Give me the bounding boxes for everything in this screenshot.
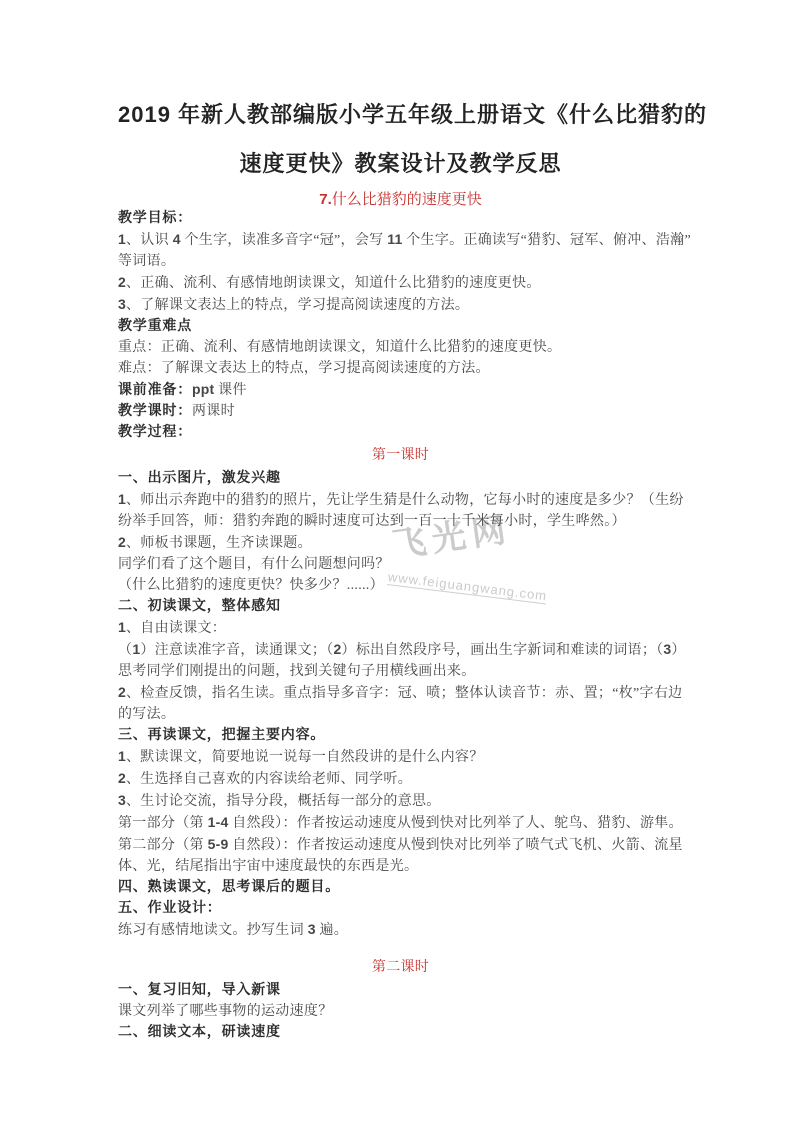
text-segment: 、检查反馈，指名生读。重点指导多音字：冠、喷；整体认读音节：赤、置；“枚”字右边 xyxy=(126,686,683,701)
text-segment: ）注意读准字音，读通课文；（ xyxy=(140,643,334,658)
text-line xyxy=(118,856,683,877)
text-segment: 自然段）：作者按运动速度从慢到快对比列举了人、鸵鸟、猎豹、游隼。 xyxy=(228,816,683,831)
text-segment: 、生讨论交流，指导分段，概括每一部分的意思。 xyxy=(126,794,441,809)
blank-line xyxy=(118,941,683,955)
text-line xyxy=(118,919,683,941)
text-segment: 课件 xyxy=(214,383,247,398)
text-segment: 纷举手回答，师：猎豹奔跑的瞬时速度可达到一百一十千米每小时，学生哗然。） xyxy=(118,514,626,529)
text-segment: 四、熟读课文，思考课后的题目。 xyxy=(118,880,340,895)
text-segment: 、正确、流利、有感情地朗读课文，知道什么比猎豹的速度更快。 xyxy=(126,276,541,291)
text-line xyxy=(118,746,683,768)
text-line xyxy=(118,682,683,704)
title-line-1: 2019 年新人教部编版小学五年级上册语文《什么比猎豹的 xyxy=(118,102,708,127)
text-segment: 同学们看了这个题目，有什么问题想问吗？ xyxy=(118,557,390,572)
text-segment: 3 xyxy=(663,641,672,657)
text-segment: 2 xyxy=(118,274,126,290)
text-segment: ） xyxy=(671,643,686,658)
text-segment: 1-4 xyxy=(207,814,229,830)
text-segment: 课前准备： xyxy=(118,383,192,398)
text-segment: （什么比猎豹的速度更快？快多少？......） xyxy=(118,578,384,593)
document-body xyxy=(118,208,691,1043)
text-segment: 、了解课文表达上的特点，学习提高阅读速度的方法。 xyxy=(126,298,470,313)
watermark-logo: 飞光网 xyxy=(389,510,514,565)
text-line xyxy=(118,251,683,272)
section-heading xyxy=(118,1022,683,1043)
text-segment: 第一部分（第 xyxy=(118,816,208,831)
text-line xyxy=(118,401,683,422)
text-segment: 5-9 xyxy=(207,836,229,852)
text-segment: 3 xyxy=(307,921,316,937)
text-segment: 一、出示图片，激发兴趣 xyxy=(118,471,281,486)
text-line xyxy=(118,511,683,532)
section-heading xyxy=(118,468,683,489)
text-segment: 教学目标： xyxy=(118,211,192,226)
text-segment: 3 xyxy=(118,792,126,808)
text-line xyxy=(118,532,683,554)
text-segment: 1 xyxy=(118,491,126,507)
text-segment: 、自由读课文： xyxy=(126,621,227,636)
text-line xyxy=(118,272,683,294)
text-segment: 、师板书课题，生齐读课题。 xyxy=(126,536,312,551)
text-segment: 二、初读课文，整体感知 xyxy=(118,599,281,614)
text-line xyxy=(118,704,683,725)
text-segment: 1 xyxy=(118,748,126,764)
text-segment: 教学过程： xyxy=(118,425,192,440)
text-segment: 自然段）：作者按运动速度从慢到快对比列举了喷气式飞机、火箭、流星 xyxy=(228,838,683,853)
text-segment: 1 xyxy=(118,619,126,635)
text-line xyxy=(118,768,683,790)
chapter-heading xyxy=(118,445,683,466)
section-heading xyxy=(118,877,683,898)
text-segment: 的写法。 xyxy=(118,707,176,722)
text-segment: 1 xyxy=(132,641,141,657)
text-segment: 体、光，结尾指出宇宙中速度最快的东西是光。 xyxy=(118,859,419,874)
text-segment: 等词语。 xyxy=(118,254,176,269)
section-heading xyxy=(118,596,683,617)
text-segment: 一、复习旧知，导入新课 xyxy=(118,983,281,998)
text-segment: 三、再读课文，把握主要内容。 xyxy=(118,728,326,743)
section-heading xyxy=(118,980,683,1001)
text-segment: 2 xyxy=(118,534,126,550)
text-segment: 2 xyxy=(118,770,126,786)
text-segment: 1 xyxy=(118,231,126,247)
text-segment: 、默读课文，简要地说一说每一自然段讲的是什么内容？ xyxy=(126,750,484,765)
text-segment: 4 xyxy=(172,231,181,247)
text-segment: 难点：了解课文表达上的特点，学习提高阅读速度的方法。 xyxy=(118,361,490,376)
text-segment: 教学重难点 xyxy=(118,319,192,334)
text-line xyxy=(118,639,686,661)
text-line xyxy=(118,812,683,834)
text-line xyxy=(118,489,683,511)
text-line xyxy=(118,294,683,316)
text-segment: 思考同学们刚提出的问题，找到关键句子用横线画出来。 xyxy=(118,664,476,679)
text-line xyxy=(118,834,683,856)
text-segment: 2 xyxy=(333,641,342,657)
text-line xyxy=(118,575,683,596)
section-heading xyxy=(118,208,683,229)
text-line xyxy=(118,1001,683,1022)
section-heading xyxy=(118,316,683,337)
title-line-2: 速度更快》教案设计及教学反思 xyxy=(239,151,562,176)
text-line xyxy=(118,661,683,682)
text-segment: 教学课时： xyxy=(118,404,192,419)
text-segment: ppt xyxy=(192,381,215,397)
text-segment: 11 xyxy=(387,231,403,247)
text-line xyxy=(118,379,683,401)
text-segment: 遍。 xyxy=(315,923,349,938)
text-segment: 练习有感情地读文。抄写生词 xyxy=(118,923,308,938)
text-segment: （ xyxy=(118,643,133,658)
text-segment: 3 xyxy=(118,296,126,312)
text-segment: 个生字。正确读写“猎豹、冠军、俯冲、浩瀚” xyxy=(402,233,691,248)
document-title xyxy=(118,90,708,188)
text-line xyxy=(118,554,683,575)
text-segment: 个生字，读准多音字“冠”，会写 xyxy=(180,233,388,248)
text-segment: 重点：正确、流利、有感情地朗读课文，知道什么比猎豹的速度更快。 xyxy=(118,340,562,355)
text-line xyxy=(118,617,683,639)
text-segment: 、认识 xyxy=(126,233,173,248)
text-segment: 五、作业设计： xyxy=(118,901,222,916)
text-line xyxy=(118,358,683,379)
text-segment: 两课时 xyxy=(192,404,235,419)
text-segment: 二、细读文本，研读速度 xyxy=(118,1025,281,1040)
section-heading xyxy=(118,422,683,443)
chapter-heading xyxy=(118,957,683,978)
lesson-subtitle xyxy=(118,190,683,210)
text-line xyxy=(118,337,683,358)
text-segment: ）标出自然段序号，画出生字新词和难读的词语；（ xyxy=(341,643,664,658)
section-heading xyxy=(118,725,683,746)
text-segment: 2 xyxy=(118,684,126,700)
text-segment: 、生选择自己喜欢的内容读给老师、同学听。 xyxy=(126,772,412,787)
text-line xyxy=(118,790,683,812)
section-heading xyxy=(118,898,683,919)
lesson-name: 什么比猎豹的速度更快 xyxy=(331,192,482,208)
text-segment: 第二部分（第 xyxy=(118,838,208,853)
text-segment: 课文列举了哪些事物的运动速度？ xyxy=(118,1004,333,1019)
text-line xyxy=(118,229,691,251)
watermark-url: www.feiguangwang.com xyxy=(387,569,548,604)
text-segment: 第一课时 xyxy=(371,448,430,463)
text-segment: 第二课时 xyxy=(371,960,430,975)
lesson-number: 7. xyxy=(319,191,332,208)
text-segment: 、师出示奔跑中的猎豹的照片，先让学生猜是什么动物，它每小时的速度是多少？（生纷 xyxy=(126,493,684,508)
